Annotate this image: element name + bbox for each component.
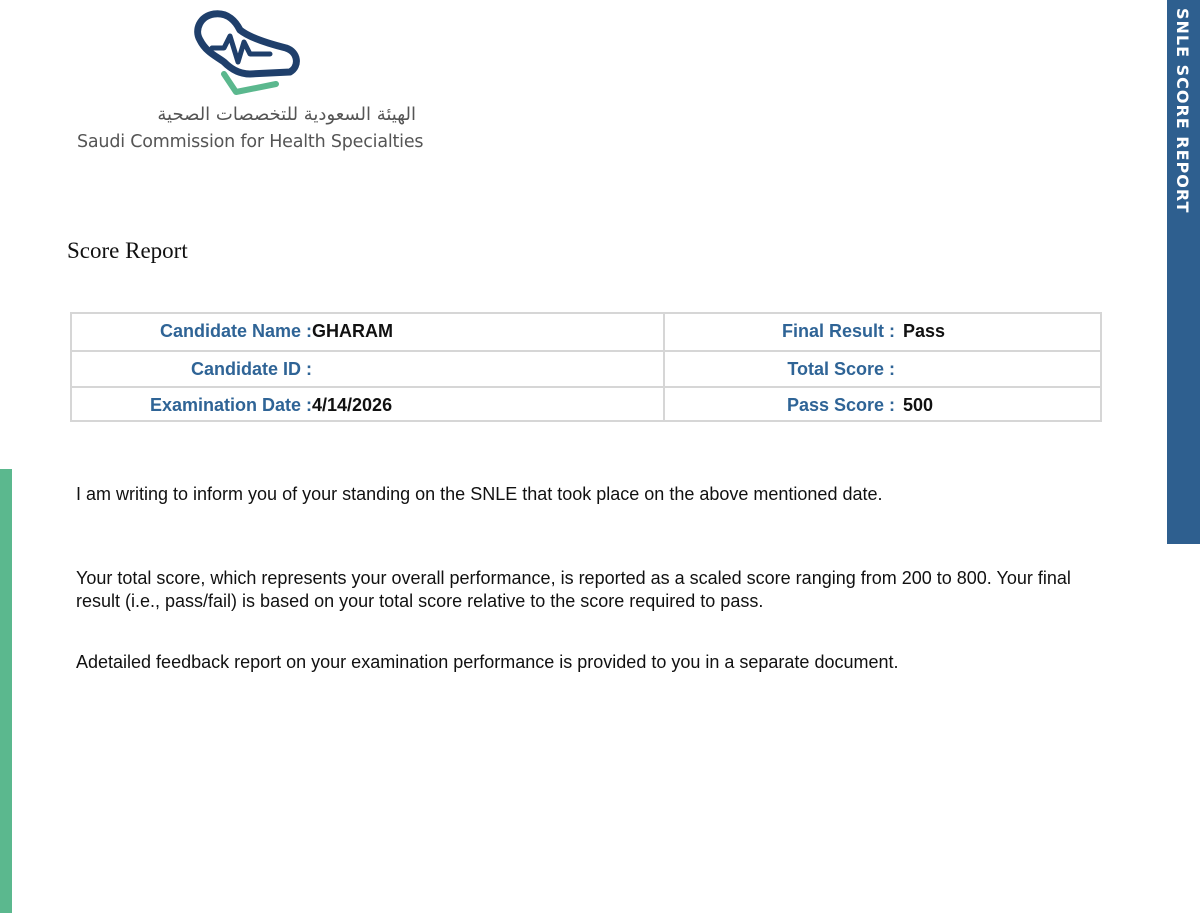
final-result-value: Pass [903, 321, 946, 341]
left-accent-bar [0, 469, 12, 913]
report-title: Score Report [67, 238, 188, 263]
paragraph-standing: I am writing to inform you of your standing on the SNLE that took place on the above mentioned date. [76, 484, 883, 504]
side-banner-label: SNLE SCORE REPORT [1173, 8, 1192, 214]
pass-score-label: Pass Score : [786, 395, 895, 415]
paragraph-score-explanation: Your total score, which represents your overall performance, is reported as a scaled score ranging from 200 to 800. Your final result (i.e., pass/fail) is based on your total score relative to the score required to pass. [76, 568, 1071, 611]
candidate-info-table [70, 312, 1102, 422]
scfhs-logo-icon [190, 8, 302, 100]
paragraph-feedback-note: Adetailed feedback report on your examination performance is provided to you in a separate document. [76, 652, 899, 672]
candidate-id-label: Candidate ID : [190, 359, 312, 379]
examination-date-value: 4/14/2026 [312, 395, 393, 415]
organization-name-english: Saudi Commission for Health Specialties [77, 132, 424, 152]
total-score-label: Total Score : [787, 359, 895, 379]
candidate-name-value: GHARAM [312, 321, 393, 341]
final-result-label: Final Result : [781, 321, 895, 341]
examination-date-label: Examination Date : [149, 395, 312, 415]
table-row [72, 314, 1100, 350]
organization-name-arabic: الهيئة السعودية للتخصصات الصحية [157, 104, 416, 125]
table-row [72, 350, 1100, 388]
table-row [72, 386, 1100, 424]
table-column-divider [663, 314, 665, 420]
candidate-name-label: Candidate Name : [159, 321, 312, 341]
pass-score-value: 500 [903, 395, 934, 415]
